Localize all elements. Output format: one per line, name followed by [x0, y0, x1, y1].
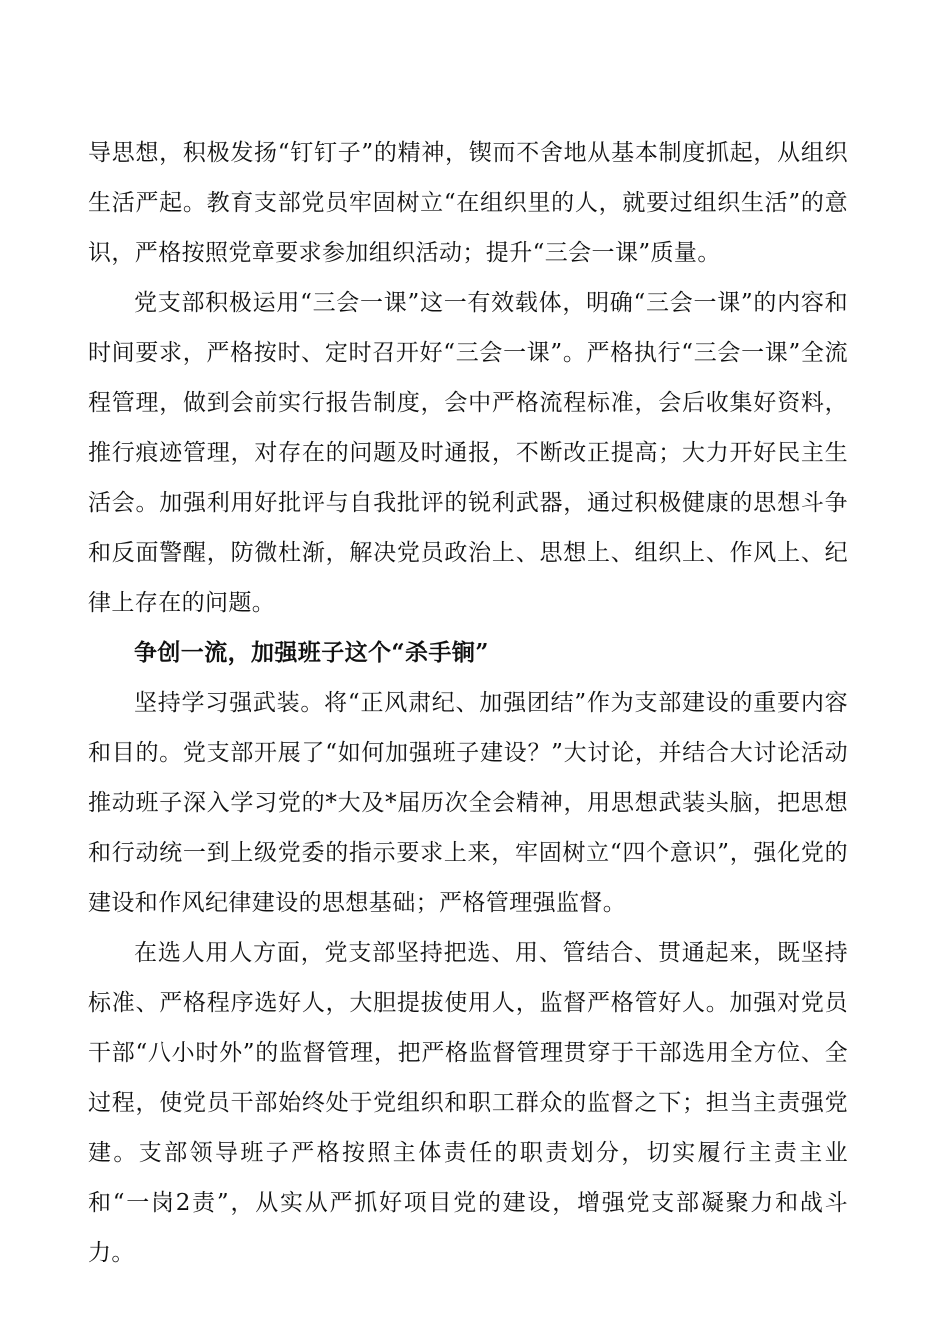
paragraph-personnel: 在选人用人方面，党支部坚持把选、用、管结合、贯通起来，既坚持标准、严格程序选好人，大胆提拔使用人，监督严格管好人。加强对党员干部“八小时外”的监督管理，把严格监督管理贯穿于干部选用全方位、全过程，使党员干部始终处于党组织和职工群众的监督之下；担当主责强党建。支部领导班子严格按照主体责任的职责划分，切实履行主责主业和“一岗2责”，从实从严抓好项目党的建设，增强党支部凝聚力和战斗力。 [88, 940, 848, 1266]
paragraph-three-meetings: 党支部积极运用“三会一课”这一有效载体，明确“三会一课”的内容和时间要求，严格按时、定时召开好“三会一课”。严格执行“三会一课”全流程管理，做到会前实行报告制度，会中严格流程标准，会后收集好资料，推行痕迹管理，对存在的问题及时通报，不断改正提高；大力开好民主生活会。加强利用好批评与自我批评的锐利武器，通过积极健康的思想斗争和反面警醒，防微杜渐，解决党员政治上、思想上、组织上、作风上、纪律上存在的问题。 [88, 290, 848, 616]
document-body [88, 128, 848, 1278]
paragraph-study: 坚持学习强武装。将“正风肃纪、加强团结”作为支部建设的重要内容和目的。党支部开展了“如何加强班子建设？”大讨论，并结合大讨论活动推动班子深入学习党的*大及*届历次全会精神，用思想武装头脑，把思想和行动统一到上级党委的指示要求上来，牢固树立“四个意识”，强化党的建设和作风纪律建设的思想基础；严格管理强监督。 [88, 690, 848, 916]
paragraph-continuation: 导思想，积极发扬“钉钉子”的精神，锲而不舍地从基本制度抓起，从组织生活严起。教育支部党员牢固树立“在组织里的人，就要过组织生活”的意识，严格按照党章要求参加组织活动；提升“三会一课”质量。 [88, 140, 848, 266]
section-heading: 争创一流，加强班子这个“杀手锏” [134, 639, 489, 666]
